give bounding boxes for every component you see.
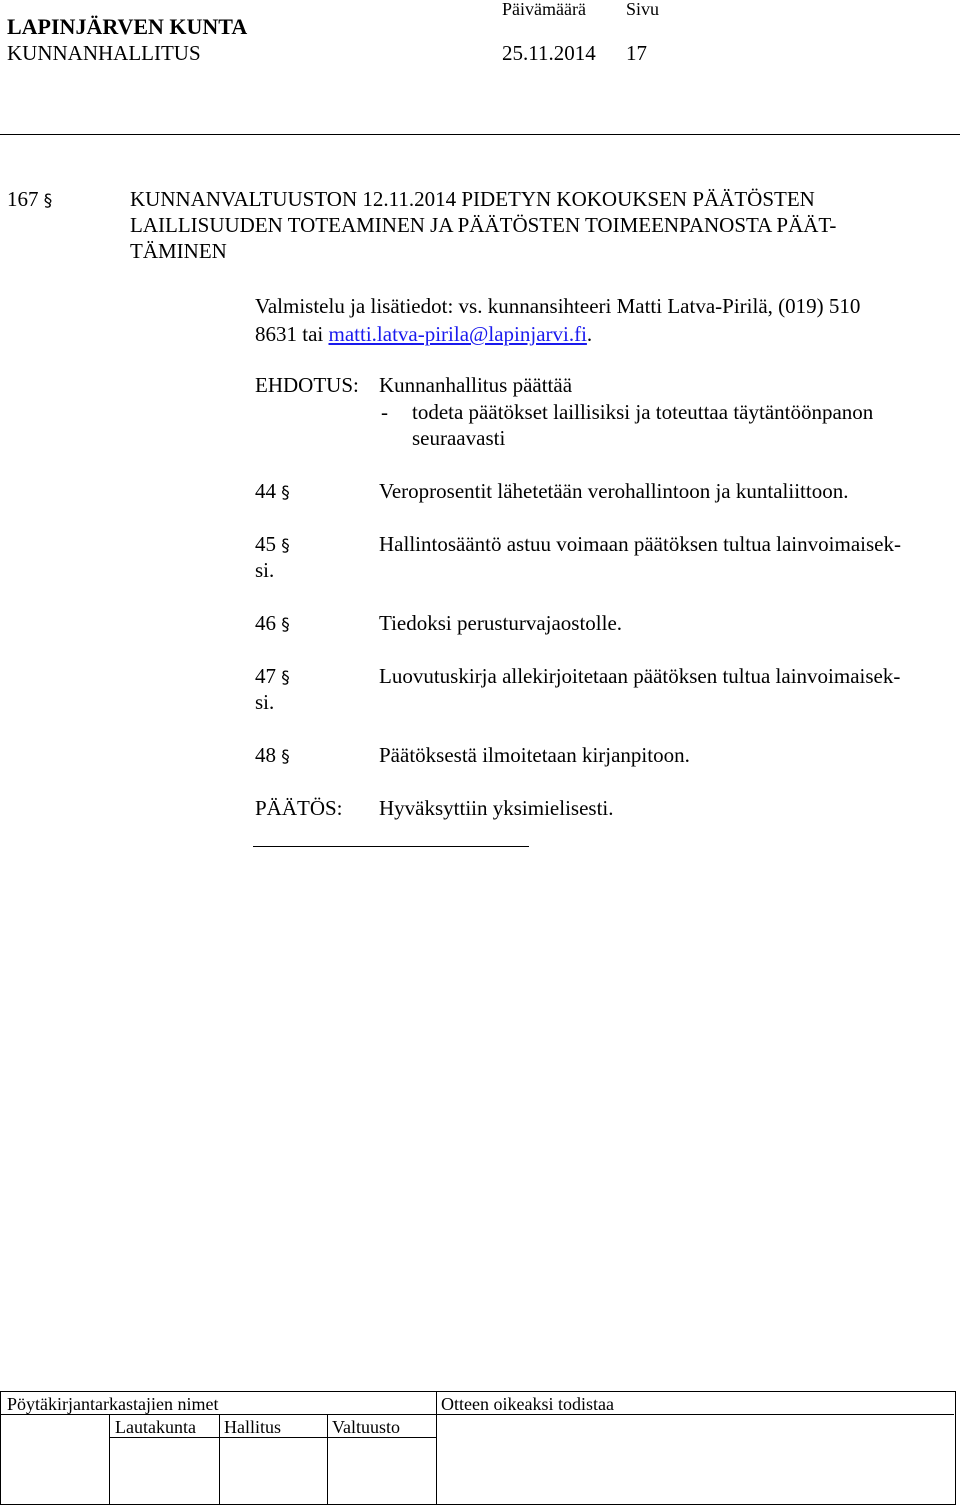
committee-name: KUNNANHALLITUS xyxy=(7,41,201,65)
item-44-number: 44 § xyxy=(255,479,290,503)
item-46-number: 46 § xyxy=(255,611,290,635)
item-45-text: Hallintosääntö astuu voimaan päätöksen tultua lainvoimaisek- xyxy=(379,532,901,556)
table-divider xyxy=(219,1414,220,1504)
organization-name: LAPINJÄRVEN KUNTA xyxy=(7,14,248,39)
decision-text: Hyväksyttiin yksimielisesti. xyxy=(379,796,614,820)
item-48-number: 48 § xyxy=(255,743,290,767)
proposal-bullet-dash: - xyxy=(381,400,388,424)
section-symbol: § xyxy=(281,483,290,503)
header-divider xyxy=(0,134,960,135)
section-title-line-2: LAILLISUUDEN TOTEAMINEN JA PÄÄTÖSTEN TOIMEENPANOSTA PÄÄT- xyxy=(130,213,837,237)
item-45-number: 45 § xyxy=(255,532,290,556)
table-divider xyxy=(109,1414,110,1504)
table-header-checkers: Pöytäkirjantarkastajien nimet xyxy=(7,1394,219,1414)
section-symbol: § xyxy=(281,747,290,767)
proposal-text: Kunnanhallitus päättää xyxy=(379,373,573,397)
section-title-line-1: KUNNANVALTUUSTON 12.11.2014 PIDETYN KOKOUKSEN PÄÄTÖSTEN xyxy=(130,187,815,211)
item-44-text: Veroprosentit lähetetään verohallintoon ja kuntaliittoon. xyxy=(379,479,849,503)
header-page-number: 17 xyxy=(626,41,647,65)
item-48-text: Päätöksestä ilmoitetaan kirjanpitoon. xyxy=(379,743,690,767)
item-47-number: 47 § xyxy=(255,664,290,688)
header-date-label: Päivämäärä xyxy=(502,0,586,19)
item-47-text: Luovutuskirja allekirjoitetaan päätöksen tultua lainvoimaisek- xyxy=(379,664,901,688)
table-header-certified: Otteen oikeaksi todistaa xyxy=(441,1394,614,1414)
email-link[interactable]: matti.latva-pirila@lapinjarvi.fi xyxy=(328,322,587,346)
closing-rule xyxy=(253,846,529,847)
section-symbol: § xyxy=(281,668,290,688)
table-col-board: Lautakunta xyxy=(115,1417,196,1437)
header-page-label: Sivu xyxy=(626,0,660,19)
table-divider xyxy=(327,1414,328,1504)
table-divider xyxy=(436,1392,437,1504)
preparation-line-1: Valmistelu ja lisätiedot: vs. kunnansihteeri Matti Latva-Pirilä, (019) 510 xyxy=(255,294,861,318)
decision-label: PÄÄTÖS: xyxy=(255,796,343,820)
table-col-executive: Hallitus xyxy=(224,1417,281,1437)
preparation-line-2: 8631 tai matti.latva-pirila@lapinjarvi.fi. xyxy=(255,322,593,346)
section-symbol: § xyxy=(281,536,290,556)
item-47-overflow: si. xyxy=(255,690,275,714)
section-title-line-3: TÄMINEN xyxy=(130,239,227,263)
item-45-overflow: si. xyxy=(255,558,275,582)
header-date: 25.11.2014 xyxy=(502,41,596,65)
signature-table xyxy=(0,1391,956,1505)
proposal-label: EHDOTUS: xyxy=(255,373,359,397)
item-46-text: Tiedoksi perusturvajaostolle. xyxy=(379,611,623,635)
proposal-bullet-line-2: seuraavasti xyxy=(412,426,506,450)
proposal-bullet-line-1: todeta päätökset laillisiksi ja toteuttaa täytäntöönpanon xyxy=(412,400,874,424)
section-symbol: § xyxy=(43,191,53,211)
section-symbol: § xyxy=(281,615,290,635)
table-col-council: Valtuusto xyxy=(332,1417,401,1437)
section-number: 167 § xyxy=(7,187,53,211)
